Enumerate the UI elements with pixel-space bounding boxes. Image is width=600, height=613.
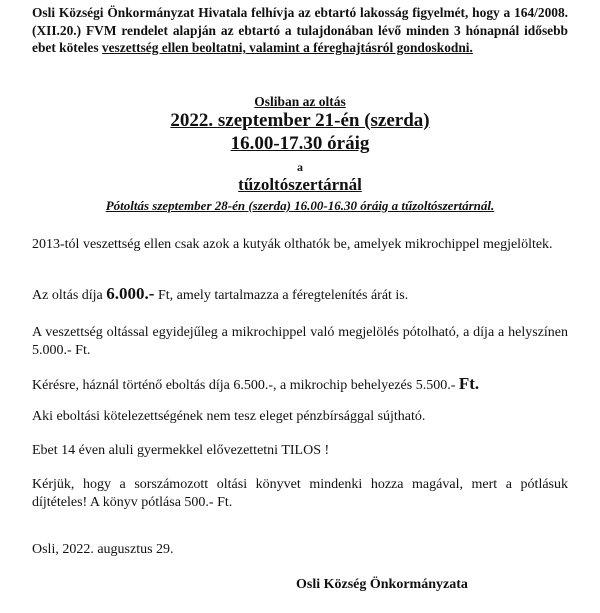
event-date: 2022. szeptember 21-én (szerda) [170,110,430,131]
signature: Osli Község Önkormányzata [296,577,468,592]
fee-amount: 6.000.- [106,284,155,303]
fee-prefix: Az oltás díja [32,288,107,303]
chip-fee-paragraph: A veszettség oltással egyidejűleg a mikrochippel való megjelölés pótolható, a díja a helyszínen 5.000.- Ft. [32,325,568,358]
fee-paragraph [32,285,568,305]
place-line: Osliban az oltás [254,94,346,109]
booklet-paragraph: Kérjük, hogy a sorszámozott oltási könyvet mindenki hozza magával, mert a pótlásuk díjtételes! A könyv pótlása 500.- Ft. [32,477,568,510]
intro-paragraph [32,4,568,57]
connector-text: a [297,160,303,174]
date-line: Osli, 2022. augusztus 29. [32,542,174,557]
fine-paragraph: Aki eboltási kötelezettségének nem tesz eleget pénzbírsággal sújtható. [32,409,426,424]
children-paragraph: Ebet 14 éven aluli gyermekkel elővezettetni TILOS ! [32,443,330,458]
home-service-paragraph [32,375,568,395]
home-service-ft: Ft. [458,374,480,393]
home-service-text: Kérésre, háznál történő eboltás díja 6.500.-, a mikrochip behelyezés 5.500.- [32,378,459,393]
intro-text: Osli Községi Önkormányzat Hivatala felhívja az ebtartó lakosság figyelmét, hogy a 164/2008.(XII.20.) FVM rendelet alapján az ebtartó a tulajdonában lévő minden 3 hónapnál idősebb ebet köteles [32,5,568,55]
fee-suffix: Ft, amely tartalmazza a féregtelenítés árát is. [154,288,409,303]
event-location: tűzoltószertárnál [238,175,362,194]
intro-underlined-text: veszettség ellen beoltatni, valamint a féreghajtásról gondoskodni. [101,40,473,55]
event-time: 16.00-17.30 óráig [230,133,370,154]
chip-rule-paragraph: 2013-tól veszettség ellen csak azok a kutyák olthatók be, amelyek mikrochippel megjelöltek. [32,237,553,252]
makeup-vaccination: Pótoltás szeptember 28-én (szerda) 16.00-16.30 óráig a tűzoltószertárnál. [105,198,495,213]
